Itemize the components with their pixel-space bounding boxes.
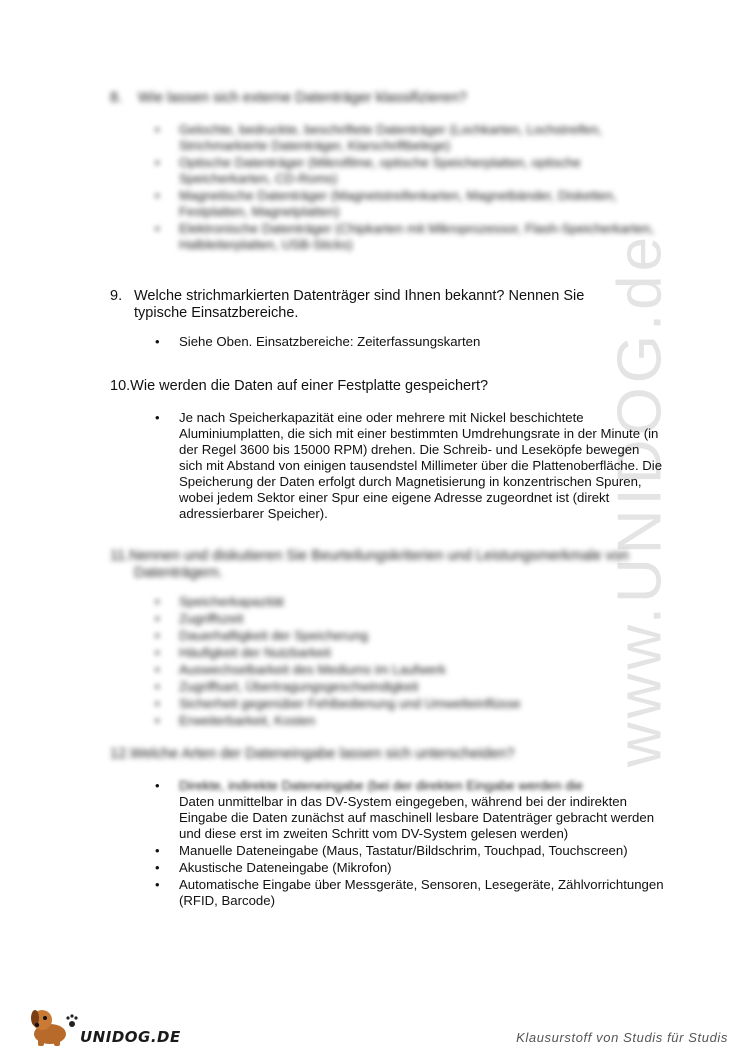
question-number: 8. [110, 90, 123, 106]
question-text: Wie werden die Daten auf einer Festplatte gespeichert? [130, 378, 489, 394]
list-item: • Akustische Dateneingabe (Mikrofon) [155, 860, 665, 876]
list-item: • Zugriffszeit [155, 611, 675, 627]
list-item: • Häufigkeit der Nutzbarkeit [155, 645, 675, 661]
answer-text: Daten unmittelbar in das DV-System eingegeben, während bei der indirekten Eingabe die Daten zunächst auf maschinell lesbare Datenträger gebracht werden und diese erst im zweiten Schritt vom DV-System gelesen werden) [179, 794, 655, 841]
list-item: • Magnetische Datenträger (Magnetstreifenkarten, Magnetbänder, Disketten, Festplatten, Magnetplatten) [155, 188, 675, 220]
list-item: • Optische Datenträger (Mikrofilme, optische Speicherplatten, optische Speicherkarten, CD-Roms) [155, 155, 675, 187]
question-10-answers [155, 410, 665, 523]
question-11-answers [155, 594, 675, 730]
dog-icon [28, 1000, 88, 1050]
list-item: • Speicherkapazität [155, 594, 675, 610]
question-text: Welche Arten der Dateneingabe lassen sich unterscheiden? [130, 746, 515, 762]
watermark: www.UNIDOG.de [605, 232, 675, 768]
list-item: • Sicherheit gegenüber Fehlbedienung und Umwelteinflüsse [155, 696, 675, 712]
list-item: • Dauerhaftigkeit der Speicherung [155, 628, 675, 644]
blurred-line: Direkte, indirekte Dateneingabe (bei der direkten Eingabe werden die [179, 778, 583, 793]
question-9-answers [155, 334, 675, 351]
question-text-cont: typische Einsatzbereiche. [134, 305, 299, 321]
list-item: • Zugriffsart, Übertragungsgeschwindigkeit [155, 679, 675, 695]
question-10 [110, 378, 670, 395]
question-text: Wie lassen sich externe Datenträger klassifizieren? [138, 90, 467, 106]
list-item: • Elektronische Datenträger (Chipkarten mit Mikroprozessor, Flash-Speicherkarten, Halbleiterplatten, USB-Sticks) [155, 221, 675, 253]
question-9 [110, 288, 670, 322]
question-12 [110, 746, 670, 763]
question-number: 10. [110, 378, 131, 394]
question-11 [110, 548, 694, 582]
list-item: • Manuelle Dateneingabe (Maus, Tastatur/Bildschrim, Touchpad, Touchscreen) [155, 843, 665, 859]
question-8-answers [155, 122, 675, 254]
list-item: • Automatische Eingabe über Messgeräte, Sensoren, Lesegeräte, Zählvorrichtungen (RFID, Barcode) [155, 877, 665, 909]
list-item: • Je nach Speicherkapazität eine oder mehrere mit Nickel beschichtete Aluminiumplatten, die sich mit einer bestimmten Umdrehungsrate in der Minute (in der Regel 3600 bis 15000 RPM) drehen. Die Schreib- und Leseköpfe bewegen sich mit Abstand von einigen tausendstel Millimeter über die Plattenoberfläche. Die Speicherung der Daten erfolgt durch Magnetisierung in konzentrischen Spuren, wobei jedem Sektor einer Spur eine eigene Adresse zugeordnet ist (direkt adressierbarer Speicher). [155, 410, 665, 522]
logo-text: UNIDOG.DE [80, 1028, 181, 1046]
question-text: Nennen und diskutieren Sie Beurteilungskriterien und Leistungsmerkmale von Datenträgern. [129, 548, 629, 581]
question-8 [110, 90, 670, 107]
list-item: • Auswechselbarkeit des Mediums im Laufwerk [155, 662, 675, 678]
list-item: • Erweiterbarkeit, Kosten [155, 713, 675, 729]
question-number: 12. [110, 746, 131, 762]
question-text: Welche strichmarkierten Datenträger sind Ihnen bekannt? Nennen Sie [134, 288, 585, 304]
list-item [155, 778, 665, 842]
question-12-answers [155, 778, 665, 910]
question-number: 9. [110, 288, 123, 304]
footer-slogan: Klausurstoff von Studis für Studis [516, 1030, 728, 1045]
question-number: 11. [110, 548, 130, 564]
list-item: • Siehe Oben. Einsatzbereiche: Zeiterfassungskarten [155, 334, 675, 350]
unidog-logo [28, 1000, 181, 1050]
list-item: • Gelochte, bedruckte, beschriftete Datenträger (Lochkarten, Lochstreifen, Strichmarkierte Datenträger, Klarschriftbelege) [155, 122, 675, 154]
